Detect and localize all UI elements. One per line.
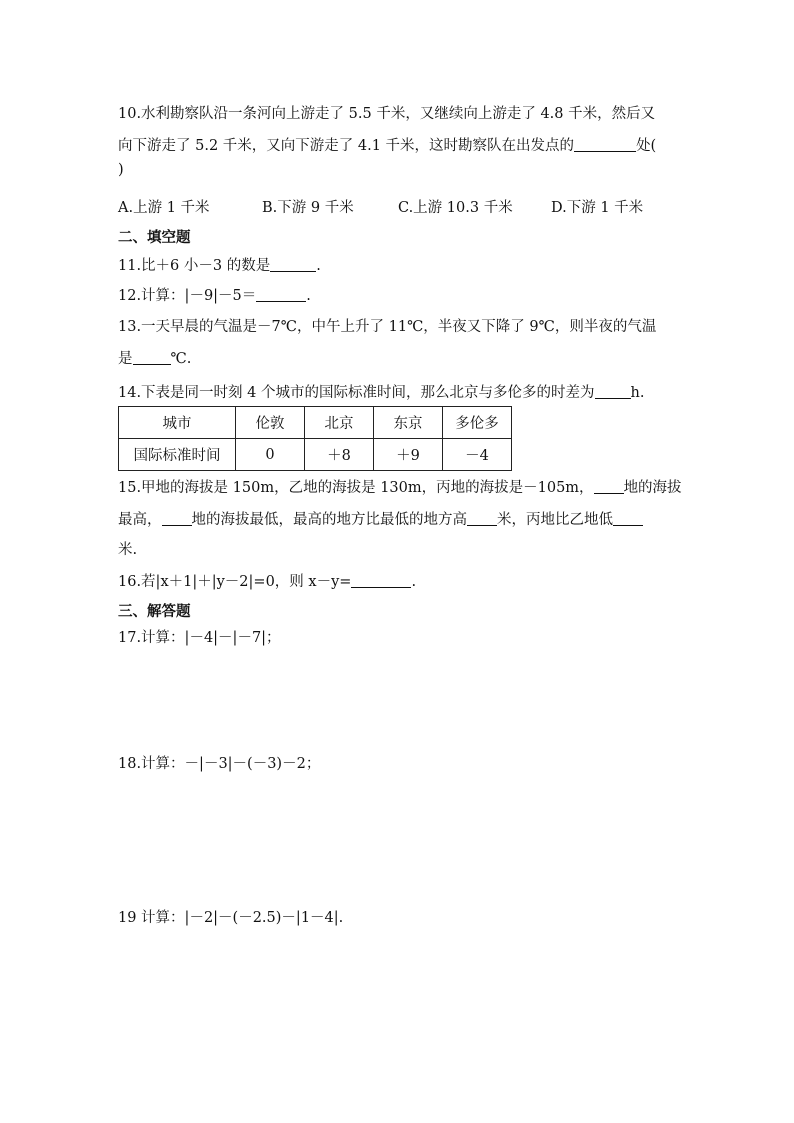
q16-text: 16.若|x＋1|＋|y－2|=0，则 x－y=	[118, 574, 352, 590]
table-cell: ＋8	[305, 439, 374, 471]
q10-line3: )	[118, 162, 124, 178]
table-cell: 0	[236, 439, 305, 471]
table-header-row	[119, 407, 512, 439]
q16-end: .	[411, 574, 417, 590]
q10-option-d: D.下游 1 千米	[551, 200, 644, 216]
q14-unit: h.	[630, 385, 645, 401]
q15-blank-highest	[594, 479, 624, 494]
q11	[118, 254, 321, 275]
section-heading-solve: 三、解答题	[118, 604, 191, 620]
q15-line1-end: 地的海拔	[623, 480, 682, 496]
q10-option-a: A.上游 1 千米	[118, 200, 210, 216]
q11-text: 11.比＋6 小－3 的数是	[118, 258, 271, 274]
q10-line2	[118, 134, 656, 155]
q15-blank-lowest	[162, 511, 192, 526]
q13-line2	[118, 347, 191, 368]
q15-blank-difference	[467, 511, 497, 526]
table-cell: －4	[443, 439, 512, 471]
q10-option-b: B.下游 9 千米	[262, 200, 354, 216]
q13-line1: 13.一天早晨的气温是－7℃，中午上升了 11℃，半夜又下降了 9℃，则半夜的气温	[118, 319, 657, 335]
q13-answer-blank	[133, 350, 171, 365]
table-cell: ＋9	[374, 439, 443, 471]
q10-answer-blank	[574, 137, 636, 152]
q11-end: .	[316, 258, 321, 274]
q10-option-c: C.上游 10.3 千米	[398, 200, 513, 216]
q12-end: .	[306, 288, 311, 304]
section-heading-fill-blank: 二、填空题	[118, 230, 191, 246]
table-row	[119, 439, 512, 471]
q15-line1	[118, 476, 682, 497]
q13-unit: ℃.	[170, 351, 192, 367]
q16-answer-blank	[351, 573, 411, 588]
q15-line2-b: 地的海拔最低，最高的地方比最低的地方高	[191, 512, 467, 528]
q15-line1-text: 15.甲地的海拔是 150m，乙地的海拔是 130m，丙地的海拔是－105m，	[118, 480, 594, 496]
q15-line2-a: 最高，	[118, 512, 162, 528]
q14-question: 14.下表是同一时刻 4 个城市的国际标准时间，那么北京与多伦多的时差为	[118, 385, 595, 401]
table-cell: 东京	[374, 407, 443, 439]
q17: 17.计算：|－4|－|－7|；	[118, 630, 281, 646]
q10-line2-end: 处(	[636, 138, 657, 154]
q15-blank-bing-lower	[613, 511, 643, 526]
q15-line3: 米.	[118, 542, 138, 558]
q10-options	[118, 196, 643, 217]
q14-answer-blank	[595, 384, 631, 399]
q12-answer-blank	[256, 287, 306, 302]
q15-line2-c: 米，丙地比乙地低	[497, 512, 613, 528]
table-cell: 城市	[119, 407, 236, 439]
table-cell: 北京	[305, 407, 374, 439]
q10-line1: 10.水利勘察队沿一条河向上游走了 5.5 千米，又继续向上游走了 4.8 千米，然后又	[118, 106, 656, 122]
timezone-table	[118, 406, 512, 471]
q16	[118, 570, 416, 591]
q10-line2-text: 向下游走了 5.2 千米，又向下游走了 4.1 千米，这时勘察队在出发点的	[118, 138, 575, 154]
q15-line2	[118, 508, 643, 529]
q12	[118, 284, 311, 305]
q18: 18.计算：－|－3|－(－3)－2；	[118, 756, 321, 772]
table-cell: 国际标准时间	[119, 439, 236, 471]
q19: 19 计算：|－2|－(－2.5)－|1－4|.	[118, 910, 344, 926]
table-cell: 伦敦	[236, 407, 305, 439]
table-cell: 多伦多	[443, 407, 512, 439]
q14-text	[118, 381, 644, 402]
q12-text: 12.计算：|－9|－5＝	[118, 288, 257, 304]
q13-line2-text: 是	[118, 351, 133, 367]
q11-answer-blank	[270, 257, 316, 272]
